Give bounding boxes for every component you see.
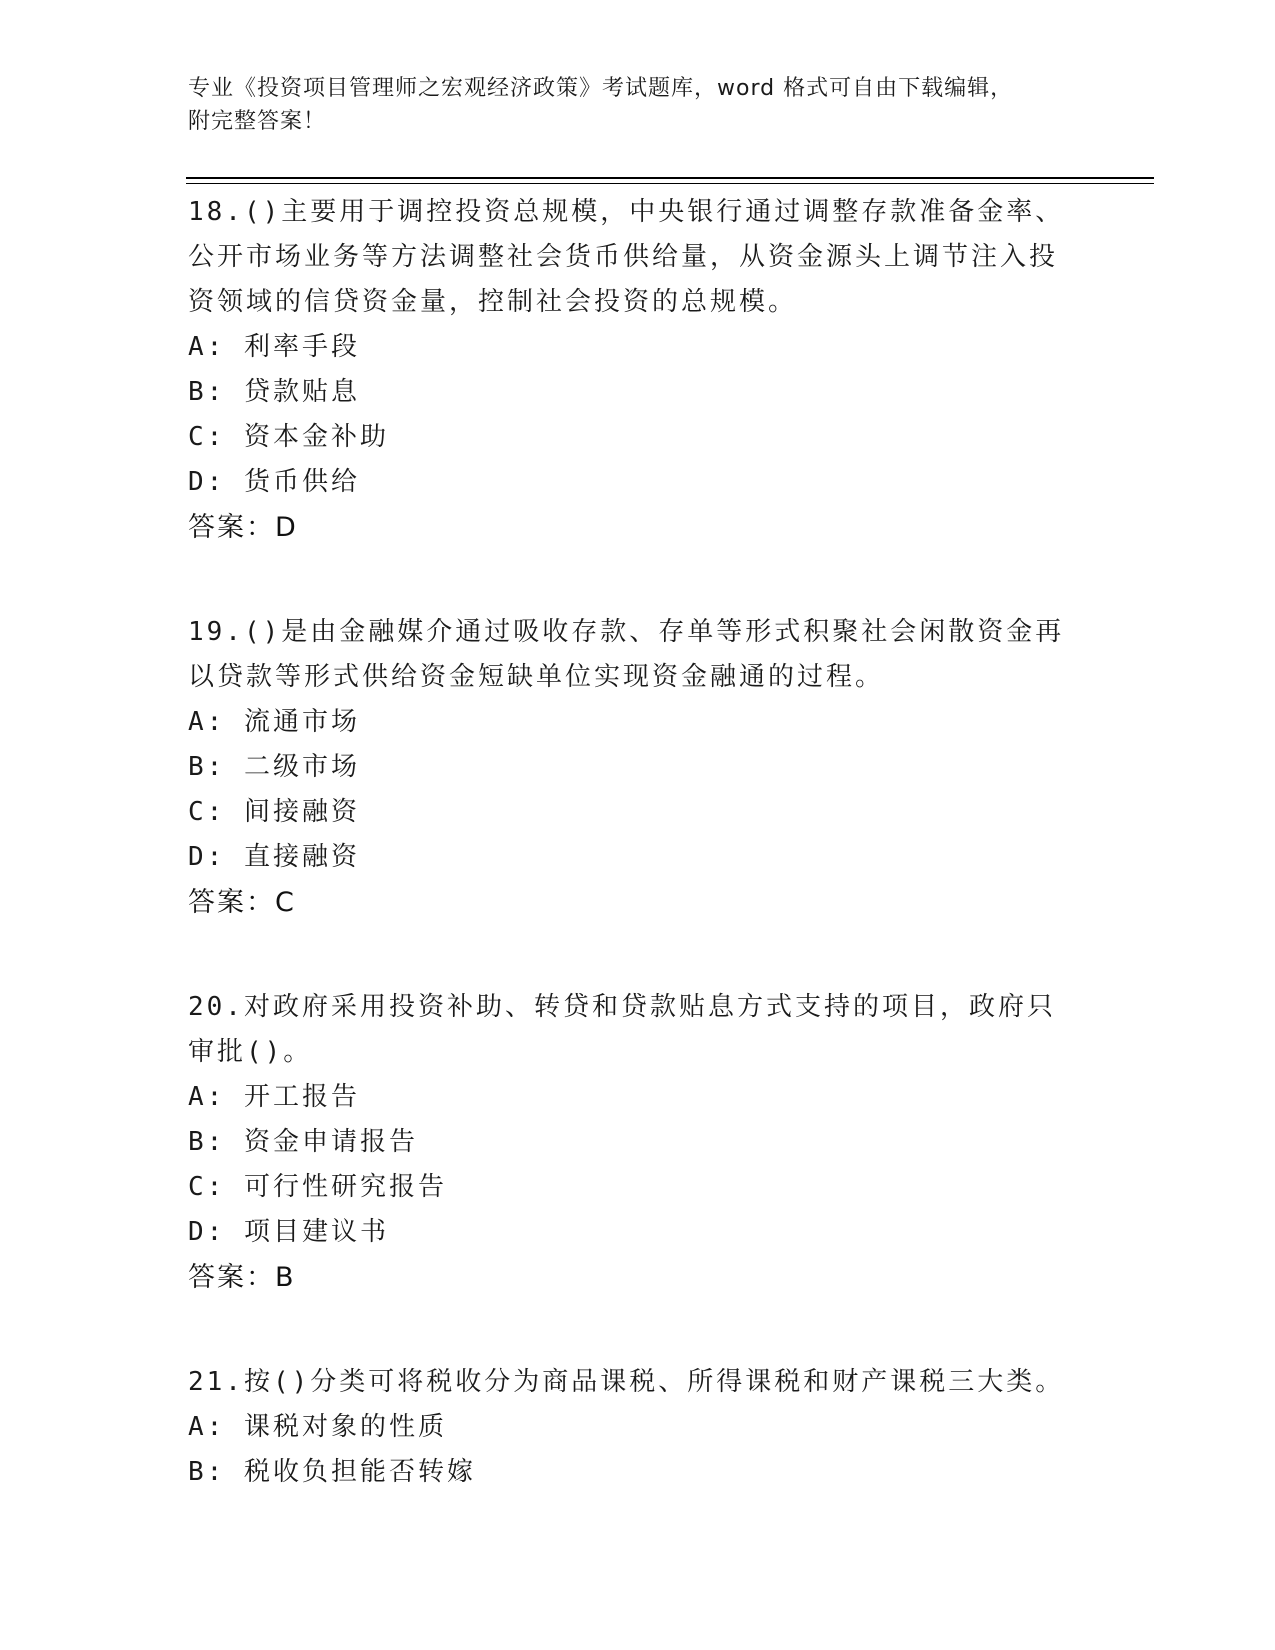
header-rule-thick bbox=[186, 177, 1154, 179]
answer: 答案：B bbox=[188, 1262, 296, 1293]
answer: 答案：C bbox=[188, 887, 296, 918]
spacer bbox=[188, 569, 1088, 610]
option-d: D: 货币供给 bbox=[188, 467, 360, 497]
option-b: B: 二级市场 bbox=[188, 752, 360, 782]
question-21 bbox=[188, 1360, 1088, 1495]
spacer bbox=[188, 944, 1088, 985]
option-c: C: 可行性研究报告 bbox=[188, 1172, 447, 1202]
option-d: D: 直接融资 bbox=[188, 842, 360, 872]
option-b: B: 资金申请报告 bbox=[188, 1127, 418, 1157]
option-c: C: 资本金补助 bbox=[188, 422, 389, 452]
question-20 bbox=[188, 985, 1088, 1301]
question-text: 20.对政府采用投资补助、转贷和贷款贴息方式支持的项目，政府只审批()。 bbox=[188, 992, 1056, 1067]
spacer bbox=[188, 1319, 1088, 1360]
question-18 bbox=[188, 190, 1088, 551]
option-b: B: 税收负担能否转嫁 bbox=[188, 1457, 476, 1487]
question-text: 19.()是由金融媒介通过吸收存款、存单等形式积聚社会闲散资金再以贷款等形式供给资金短缺单位实现资金融通的过程。 bbox=[188, 617, 1065, 692]
option-c: C: 间接融资 bbox=[188, 797, 360, 827]
option-b: B: 贷款贴息 bbox=[188, 377, 360, 407]
question-19 bbox=[188, 610, 1088, 926]
document-header bbox=[188, 72, 1068, 138]
question-list bbox=[188, 190, 1088, 1513]
header-line-1: 专业《投资项目管理师之宏观经济政策》考试题库，word 格式可自由下载编辑， bbox=[188, 76, 1014, 101]
question-text: 18.()主要用于调控投资总规模，中央银行通过调整存款准备金率、公开市场业务等方法调整社会货币供给量，从资金源头上调节注入投资领域的信贷资金量，控制社会投资的总规模。 bbox=[188, 197, 1065, 317]
option-a: A: 课税对象的性质 bbox=[188, 1412, 447, 1442]
question-text: 21.按()分类可将税收分为商品课税、所得课税和财产课税三大类。 bbox=[188, 1367, 1065, 1397]
option-d: D: 项目建议书 bbox=[188, 1217, 389, 1247]
option-a: A: 利率手段 bbox=[188, 332, 360, 362]
option-a: A: 流通市场 bbox=[188, 707, 360, 737]
header-rule-thin bbox=[186, 183, 1154, 184]
header-line-2: 附完整答案！ bbox=[188, 109, 327, 134]
answer: 答案：D bbox=[188, 512, 298, 543]
option-a: A: 开工报告 bbox=[188, 1082, 360, 1112]
